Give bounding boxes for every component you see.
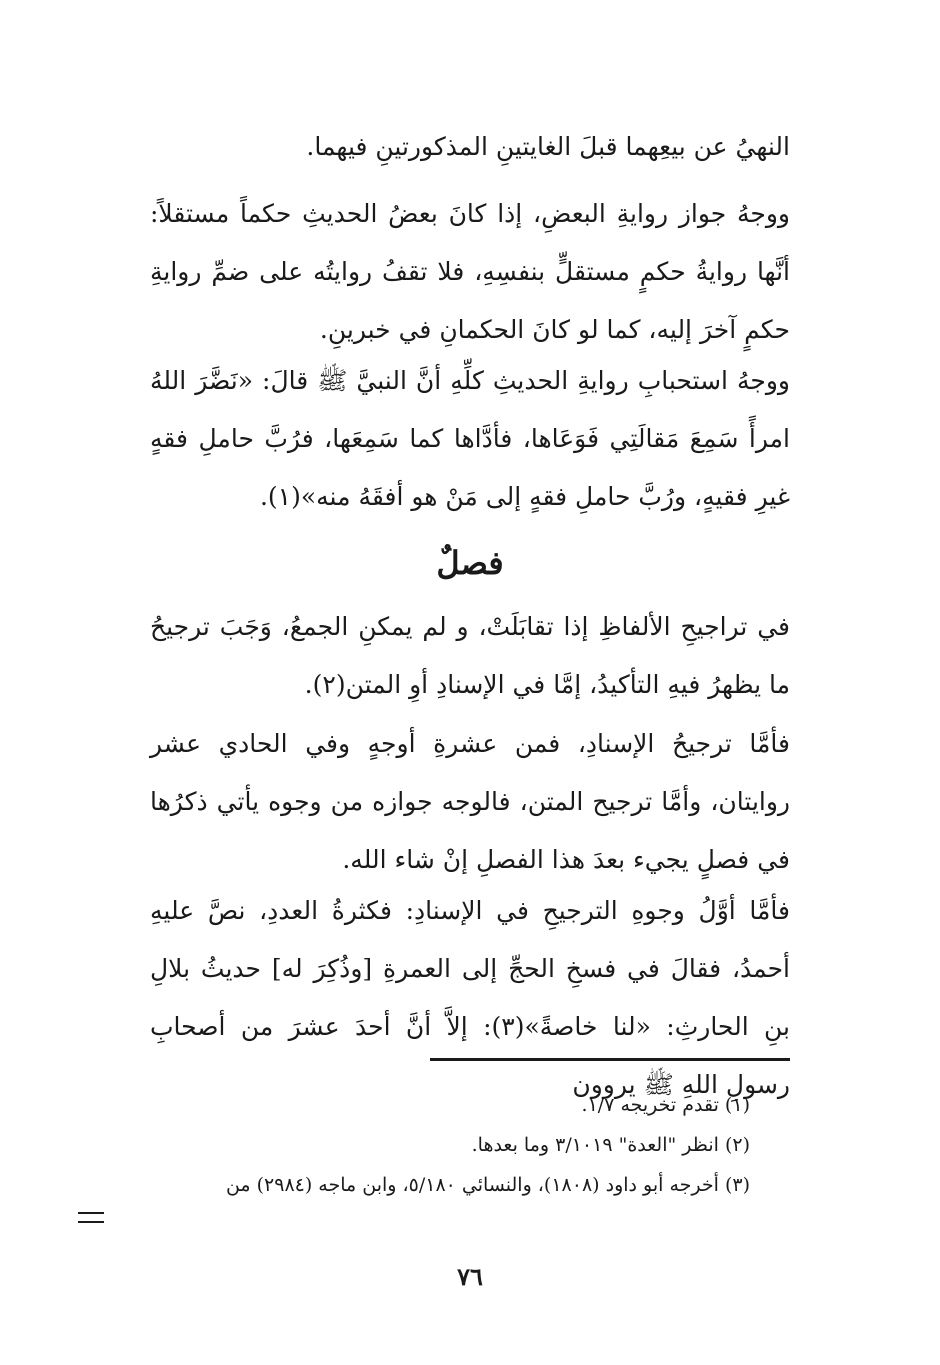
section-heading: فصلٌ: [436, 544, 504, 582]
body-paragraph-5: [150, 715, 790, 889]
footnote-3: (٣) أخرجه أبو داود (١٨٠٨)، والنسائي ٥/١٨٠، وابن ماجه (٢٩٨٤) من: [225, 1174, 750, 1196]
footnotes: [80, 1085, 750, 1205]
paragraph-text: ووجهُ جواز روايةِ البعضِ، إذا كانَ بعضُ الحديثِ حكماً مستقلاً: أنَّها روايةُ حكمٍ مستقلٍّ بنفسِهِ، فلا تقفُ روايتُه على ضمِّ روايةِ حكمٍ آخرَ إليه، كما لو كانَ الحكمانِ في خبرينِ.: [150, 199, 790, 344]
footnote-2: (٢) انظر "العدة" ٣/١٠١٩ وما بعدها.: [471, 1134, 750, 1156]
body-paragraph-4: [150, 598, 790, 714]
footnote-1: (١) تقدم تخريجه ١/٧.: [581, 1094, 750, 1116]
paragraph-text: فأمَّا أوَّلُ وجوهِ الترجيحِ في الإسنادِ: فكثرةُ العددِ، نصَّ عليهِ أحمدُ، فقالَ في فسخِ الحجِّ إلى العمرةِ [وذُكِرَ له] حديثُ بلالِ بنِ الحارثِ: «لنا خاصةً»(٣): إلاَّ أنَّ أحدَ عشرَ من أصحابِ رسولِ اللهِ ﷺ يروون: [150, 896, 790, 1099]
paragraph-text: النهيُ عن بيعِهما قبلَ الغايتينِ المذكورتينِ فيهما.: [306, 132, 790, 161]
paragraph-text: في تراجيحِ الألفاظِ إذا تقابَلَتْ، و لم يمكنِ الجمعُ، وَجَبَ ترجيحُ ما يظهرُ فيهِ التأكيدُ، إمَّا في الإسنادِ أوِ المتن(٢).: [150, 612, 790, 699]
paragraph-text: فأمَّا ترجيحُ الإسنادِ، فمن عشرةِ أوجهٍ وفي الحادي عشر روايتان، وأمَّا ترجيح المتن، فالوجه جوازه من وجوه يأتي ذكرُها في فصلٍ يجيء بعدَ هذا الفصلِ إنْ شاء الله.: [150, 729, 790, 874]
body-paragraph-6: [150, 882, 790, 1114]
body-paragraph-3: [150, 352, 790, 526]
footnote-continuation-mark: [78, 1212, 104, 1223]
paragraph-text: ووجهُ استحبابِ روايةِ الحديثِ كلِّهِ أنَّ النبيَّ ﷺ قالَ: «نَضَّرَ اللهُ امرأً سَمِعَ مَقالَتِي فَوَعَاها، فأدَّاها كما سَمِعَها، فرُبَّ حاملِ فقهٍ غيرِ فقيهٍ، ورُبَّ حاملِ فقهٍ إلى مَنْ هو أفقَهُ منه»(١).: [150, 366, 790, 511]
footnote-divider: [430, 1058, 790, 1061]
page-number: ٧٦: [457, 1262, 483, 1291]
body-paragraph-2: [150, 185, 790, 359]
body-paragraph-1: [150, 118, 790, 176]
